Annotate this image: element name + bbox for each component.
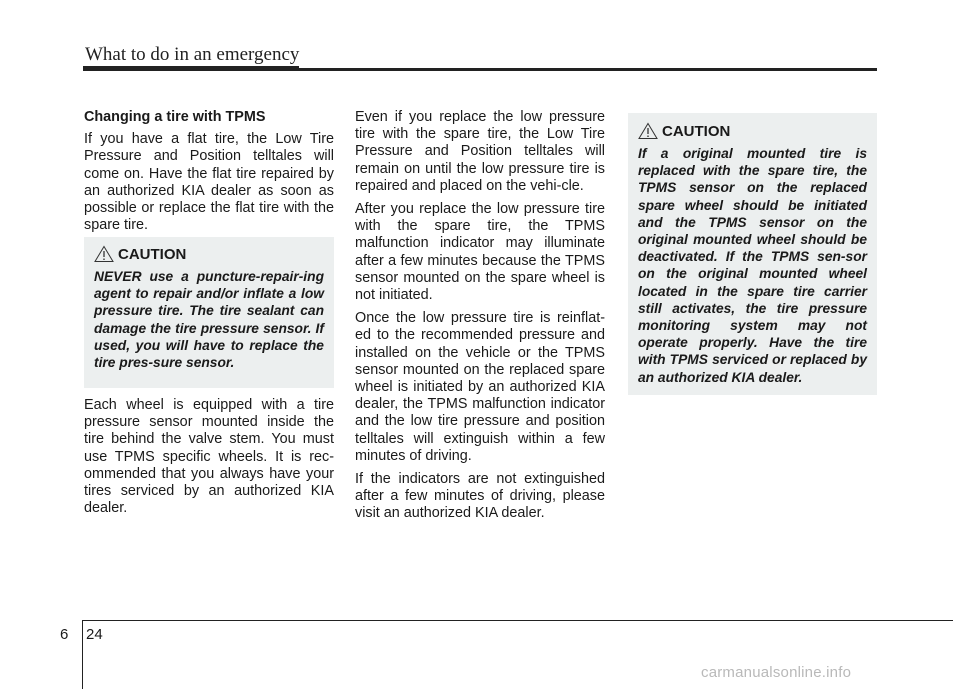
warning-triangle-icon: [94, 245, 114, 263]
footer-rule-vertical: [82, 620, 83, 689]
caution-box-2: [628, 113, 877, 395]
col2-paragraph-3: Once the low pressure tire is reinflat-ed to the recommended pressure and installed on the vehicle or the TPMS sensor mounted on the replaced spare wheel is initiated by an authorized KIA dealer, the TPMS malfunction indicator and the low tire pressure and position telltales will extinguish within a few minutes of driving.: [355, 310, 605, 464]
section-heading: Changing a tire with TPMS: [84, 109, 266, 125]
header-rule: [83, 68, 877, 71]
watermark: carmanualsonline.info: [701, 664, 852, 681]
page-number: 24: [86, 626, 103, 643]
footer-rule: [83, 620, 953, 621]
caution-label-1: CAUTION: [118, 245, 187, 263]
caution-label-2: CAUTION: [662, 122, 731, 140]
warning-triangle-icon: [638, 122, 658, 140]
column-1: [84, 109, 334, 240]
caution-box-1: [84, 237, 334, 388]
column-1-lower: [84, 397, 334, 523]
col1-paragraph-2: Each wheel is equipped with a tire pressure sensor mounted inside the tire behind the valve stem. You must use TPMS specific wheels. It is rec-ommended that you always have your tires serviced by an authorized KIA dealer.: [84, 397, 334, 517]
caution-text-2: If a original mounted tire is replaced with the spare tire, the TPMS sensor on the replaced spare wheel should be initiated and the TPMS sensor on the original mounted wheel should be deactivated. If the TPMS sen-sor on the original mounted wheel located in the spare tire carrier still activates, the tire pressure monitoring system may not operate properly. Have the tire with TPMS serviced or replaced by an authorized KIA dealer.: [638, 146, 867, 385]
col2-paragraph-4: If the indicators are not extinguished after a few minutes of driving, please visit an authorized KIA dealer.: [355, 471, 605, 522]
column-2: [355, 109, 605, 529]
col2-paragraph-2: After you replace the low pressure tire with the spare tire, the TPMS malfunction indicator may illuminate after a few minutes because the TPMS sensor mounted on the spare wheel is not initiated.: [355, 201, 605, 304]
caution-title-1: [94, 245, 324, 263]
caution-text-1: NEVER use a puncture-repair-ing agent to repair and/or inflate a low pressure tire. The tire sealant can damage the tire pressure sensor. If used, you will have to replace the tire pres-sure sensor.: [94, 269, 324, 371]
col1-paragraph-1: If you have a flat tire, the Low Tire Pressure and Position telltales will come on. Have the flat tire repaired by an authorized KIA dealer as soon as possible or replace the flat tire with the spare tire.: [84, 131, 334, 234]
chapter-number: 6: [60, 626, 69, 643]
col2-paragraph-1: Even if you replace the low pressure tire with the spare tire, the Low Tire Pressure and Position telltales will remain on until the low pressure tire is repaired and placed on the vehi-cle.: [355, 109, 605, 194]
page-header-title: What to do in an emergency: [85, 44, 300, 65]
caution-title-2: [638, 122, 867, 140]
